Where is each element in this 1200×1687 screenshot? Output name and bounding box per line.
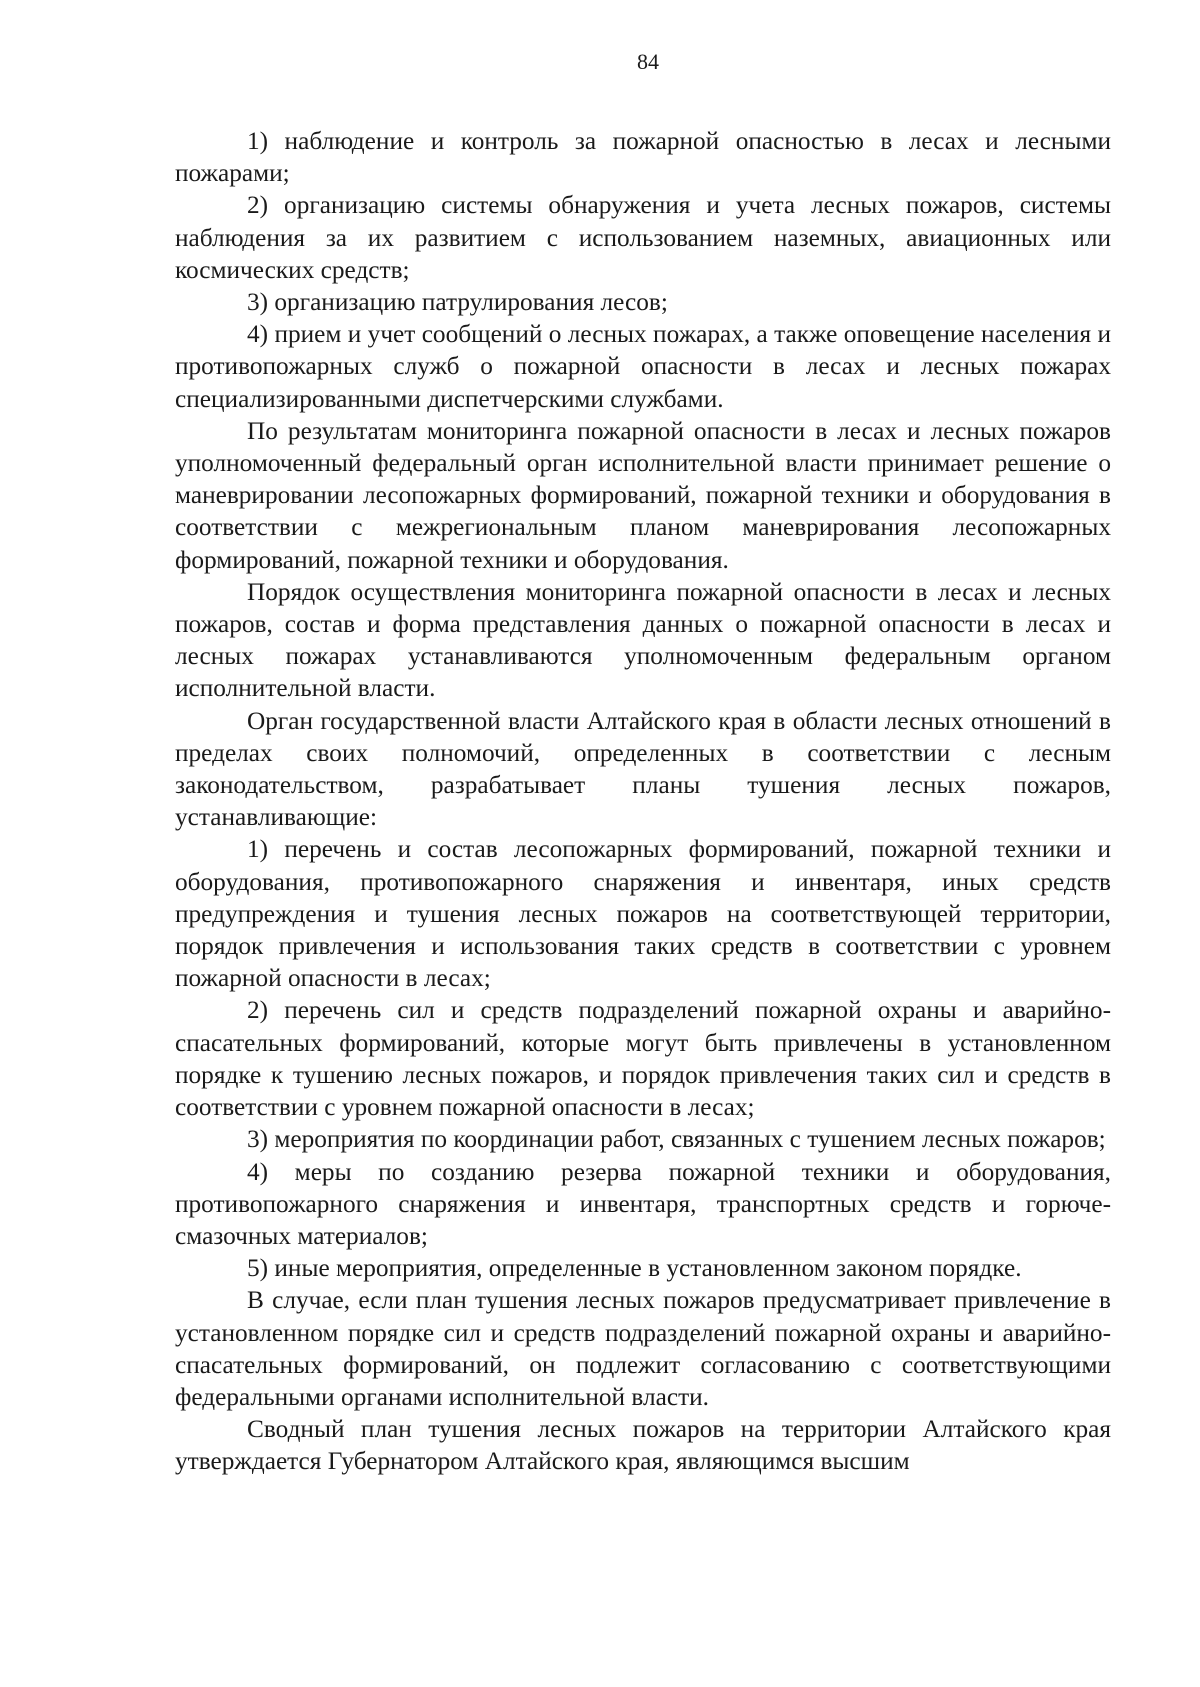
paragraph: 3) мероприятия по координации работ, связанных с тушением лесных пожаров; <box>247 1125 1106 1154</box>
paragraph: Порядок осуществления мониторинга пожарной опасности в лесах и лесных пожаров, состав и форма представления данных о пожарной опасности в лесах и лесных пожарах устанавливаются уполномоченным федеральным органом исполнительной власти. <box>175 577 1111 703</box>
paragraph: 4) меры по созданию резерва пожарной техники и оборудования, противопожарного снаряжения и инвентаря, транспортных средств и горюче-смазочных материалов; <box>175 1157 1111 1250</box>
paragraph: В случае, если план тушения лесных пожаров предусматривает привлечение в установленном порядке сил и средств подразделений пожарной охраны и аварийно-спасательных формирований, он подлежит согласованию с соответствующими федеральными органами исполнительной власти. <box>175 1286 1111 1411</box>
paragraph: 4) прием и учет сообщений о лесных пожарах, а также оповещение населения и противопожарных служб о пожарной опасности в лесах и лесных пожарах специализированными диспетчерскими службами. <box>175 320 1111 413</box>
paragraph: 1) перечень и состав лесопожарных формирований, пожарной техники и оборудования, противопожарного снаряжения и инвентаря, иных средств предупреждения и тушения лесных пожаров на соответствующей территории, порядок привлечения и использования таких средств в соответствии с уровнем пожарной опасности в лесах; <box>175 835 1111 993</box>
paragraph: По результатам мониторинга пожарной опасности в лесах и лесных пожаров уполномоченный федеральный орган исполнительной власти принимает решение о маневрировании лесопожарных формирований, пожарной техники и оборудования в соответствии с межрегиональным планом маневрирования лесопожарных формирований, пожарной техники и оборудования. <box>175 416 1111 574</box>
paragraph: 2) организацию системы обнаружения и учета лесных пожаров, системы наблюдения за их развитием с использованием наземных, авиационных или космических средств; <box>175 191 1111 284</box>
paragraph: 1) наблюдение и контроль за пожарной опасностью в лесах и лесными пожарами; <box>175 127 1111 188</box>
paragraph: Орган государственной власти Алтайского края в области лесных отношений в пределах своих полномочий, определенных в соответствии с лесным законодательством, разрабатывает планы тушения лесных пожаров, устанавливающие: <box>175 706 1111 832</box>
paragraph: 3) организацию патрулирования лесов; <box>247 288 668 317</box>
page-number: 84 <box>637 49 659 74</box>
paragraph: Сводный план тушения лесных пожаров на территории Алтайского края утверждается Губернатором Алтайского края, являющимся высшим <box>175 1415 1111 1476</box>
paragraph: 2) перечень сил и средств подразделений пожарной охраны и аварийно-спасательных формирований, которые могут быть привлечены в установленном порядке к тушению лесных пожаров, и порядок привлечения таких сил и средств в соответствии с уровнем пожарной опасности в лесах; <box>175 996 1111 1122</box>
paragraph: 5) иные мероприятия, определенные в установленном законом порядке. <box>247 1254 1022 1283</box>
document-body <box>175 125 1111 1478</box>
